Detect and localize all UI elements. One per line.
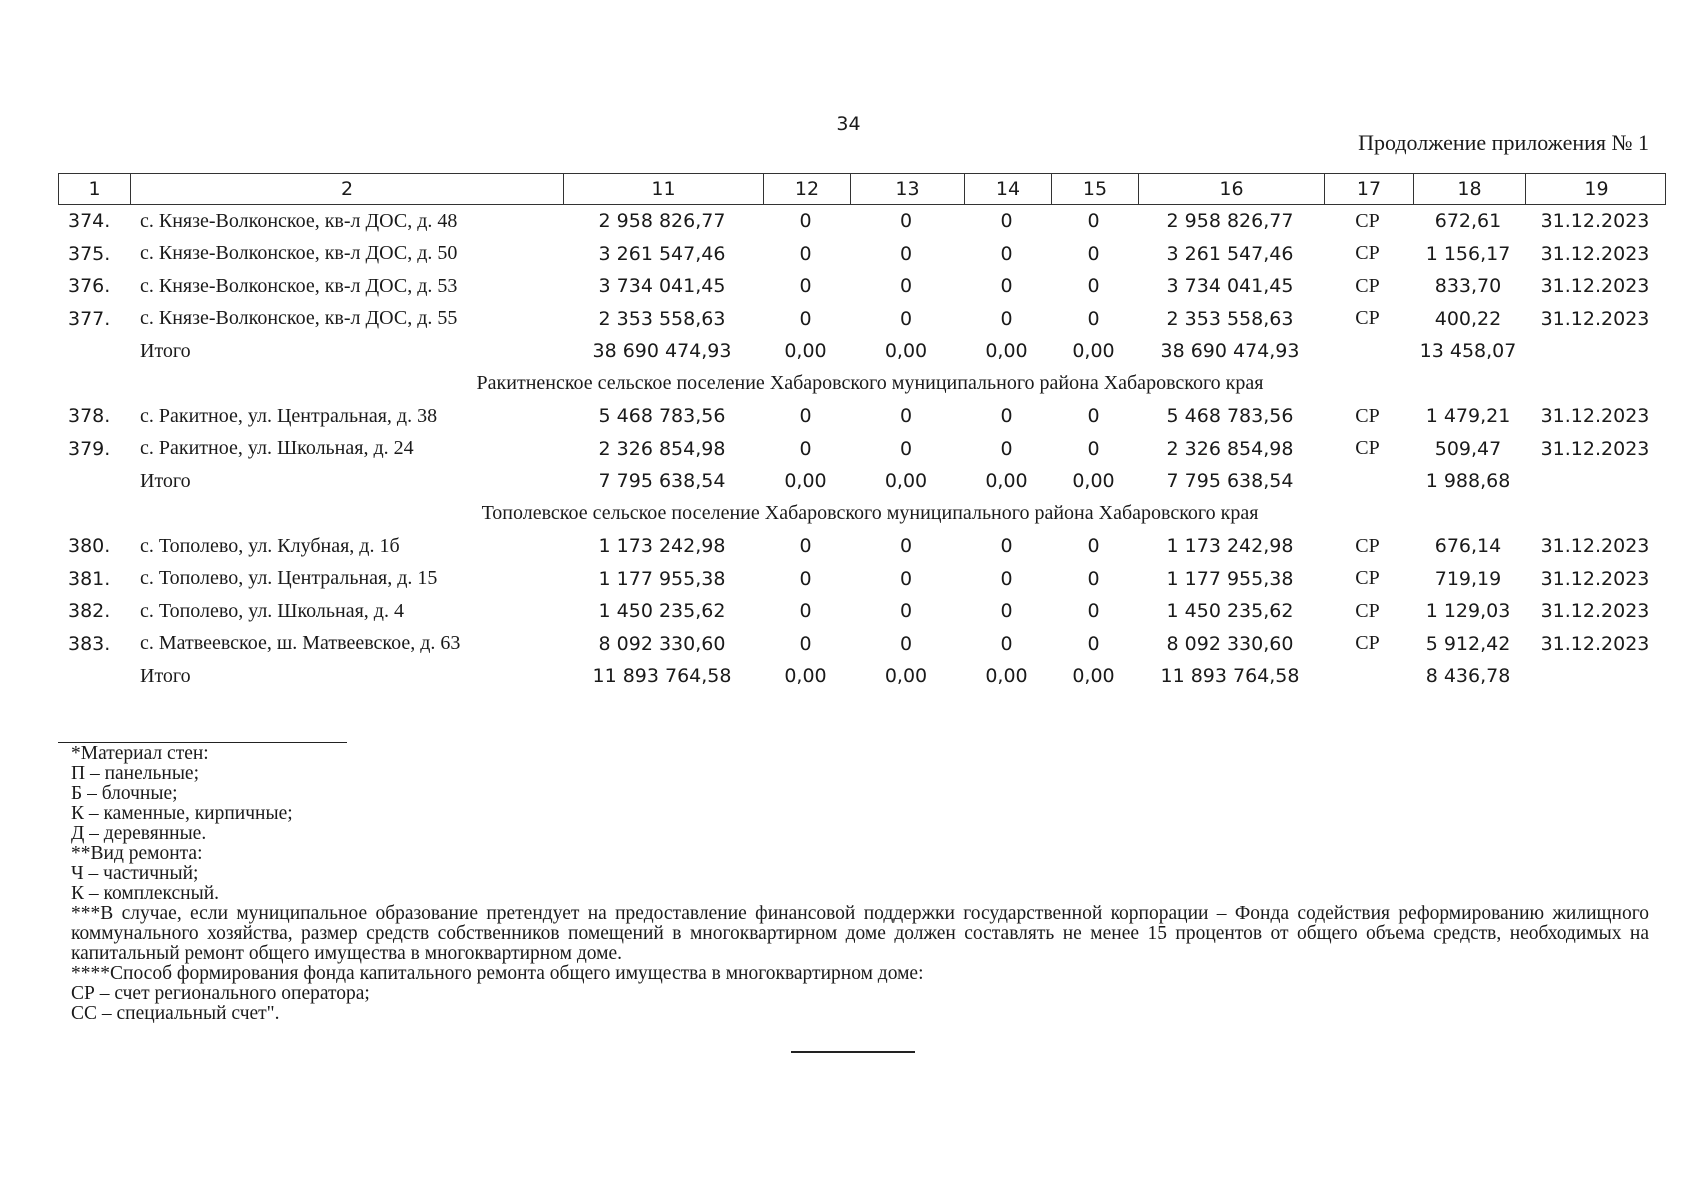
col-11-value: 2 353 558,63 bbox=[598, 307, 726, 330]
col-14-value: 0 bbox=[1000, 535, 1013, 558]
col-12-value: 0,00 bbox=[784, 340, 827, 363]
col-13-value: 0,00 bbox=[884, 340, 928, 363]
col-15-value: 0 bbox=[1087, 535, 1100, 558]
row-number: 376. bbox=[68, 275, 111, 298]
col-11-value: 5 468 783,56 bbox=[598, 405, 726, 428]
row-number: 383. bbox=[68, 632, 111, 655]
note-wall-block: Б – блочные; bbox=[71, 783, 178, 804]
col-19-date: 31.12.2023 bbox=[1540, 437, 1650, 460]
col-13-value: 0,00 bbox=[884, 665, 928, 688]
note-wall-panel: П – панельные; bbox=[71, 763, 199, 784]
col-12-value: 0 bbox=[799, 242, 812, 265]
col-19-date: 31.12.2023 bbox=[1540, 405, 1650, 428]
col-14-value: 0 bbox=[1000, 600, 1013, 623]
table-body bbox=[58, 205, 1666, 693]
header-col-1: 1 bbox=[88, 178, 101, 200]
col-18-value: 719,19 bbox=[1434, 567, 1502, 590]
address: с. Князе-Волконское, кв-л ДОС, д. 48 bbox=[140, 209, 458, 232]
table-row bbox=[58, 595, 1666, 628]
note-method-regional: СР – счет регионального оператора; bbox=[71, 983, 370, 1004]
col-17-fund-method: СР bbox=[1355, 242, 1380, 265]
col-16-value: 2 353 558,63 bbox=[1166, 307, 1294, 330]
col-18-value: 1 129,03 bbox=[1425, 600, 1511, 623]
col-18-value: 13 458,07 bbox=[1419, 340, 1517, 363]
col-12-value: 0 bbox=[799, 437, 812, 460]
header-col-15: 15 bbox=[1051, 174, 1138, 204]
col-19-date: 31.12.2023 bbox=[1540, 535, 1650, 558]
col-18-value: 509,47 bbox=[1434, 437, 1502, 460]
header-col-16: 16 bbox=[1138, 174, 1324, 204]
col-12-value: 0 bbox=[799, 307, 812, 330]
col-12-value: 0 bbox=[799, 535, 812, 558]
col-16-value: 5 468 783,56 bbox=[1166, 405, 1294, 428]
col-14-value: 0 bbox=[1000, 307, 1013, 330]
col-16-value: 38 690 474,93 bbox=[1160, 340, 1300, 363]
col-19-date: 31.12.2023 bbox=[1540, 600, 1650, 623]
row-number: 374. bbox=[68, 210, 111, 233]
col-14-value: 0 bbox=[1000, 632, 1013, 655]
page-number: 34 bbox=[836, 113, 861, 135]
col-16-value: 2 958 826,77 bbox=[1166, 210, 1294, 233]
address: с. Ракитное, ул. Центральная, д. 38 bbox=[140, 404, 438, 427]
settlement-group-title: Ракитненское сельское поселение Хабаровского муниципального района Хабаровского края bbox=[476, 372, 1264, 395]
col-19-date: 31.12.2023 bbox=[1540, 567, 1650, 590]
col-15-value: 0 bbox=[1087, 405, 1100, 428]
col-18-value: 8 436,78 bbox=[1425, 665, 1511, 688]
col-13-value: 0 bbox=[899, 242, 913, 265]
table-row bbox=[58, 433, 1666, 466]
table-row bbox=[58, 238, 1666, 271]
col-15-value: 0 bbox=[1087, 567, 1100, 590]
col-11-value: 8 092 330,60 bbox=[598, 632, 726, 655]
col-17-fund-method: СР bbox=[1355, 632, 1380, 655]
address: с. Князе-Волконское, кв-л ДОС, д. 53 bbox=[140, 274, 458, 297]
note-repair-title: **Вид ремонта: bbox=[71, 843, 203, 864]
address: Итого bbox=[140, 469, 191, 492]
col-15-value: 0 bbox=[1087, 600, 1100, 623]
header-col-12: 12 bbox=[763, 174, 850, 204]
col-18-value: 1 156,17 bbox=[1425, 242, 1511, 265]
col-15-value: 0 bbox=[1087, 242, 1100, 265]
col-18-value: 676,14 bbox=[1434, 535, 1502, 558]
col-14-value: 0 bbox=[1000, 242, 1013, 265]
header-col-13: 13 bbox=[850, 174, 964, 204]
col-11-value: 1 173 242,98 bbox=[598, 535, 726, 558]
col-16-value: 3 261 547,46 bbox=[1166, 242, 1294, 265]
row-number: 379. bbox=[68, 437, 111, 460]
col-14-value: 0 bbox=[1000, 567, 1013, 590]
header-col-18: 18 bbox=[1413, 174, 1525, 204]
col-16-value: 1 173 242,98 bbox=[1166, 535, 1294, 558]
row-number: 375. bbox=[68, 242, 111, 265]
col-14-value: 0 bbox=[1000, 405, 1013, 428]
col-16-value: 7 795 638,54 bbox=[1166, 470, 1294, 493]
col-15-value: 0 bbox=[1087, 632, 1100, 655]
col-12-value: 0,00 bbox=[784, 665, 827, 688]
table-row bbox=[58, 303, 1666, 336]
col-13-value: 0,00 bbox=[884, 470, 928, 493]
col-16-value: 1 450 235,62 bbox=[1166, 600, 1294, 623]
footnotes bbox=[71, 744, 1649, 1024]
row-number: 378. bbox=[68, 405, 111, 428]
table-row bbox=[58, 563, 1666, 596]
col-18-value: 672,61 bbox=[1434, 210, 1502, 233]
row-number: 382. bbox=[68, 600, 111, 623]
address: с. Князе-Волконское, кв-л ДОС, д. 50 bbox=[140, 242, 458, 265]
note-wall-stone: К – каменные, кирпичные; bbox=[71, 803, 293, 824]
table-row bbox=[58, 270, 1666, 303]
row-number: 377. bbox=[68, 307, 111, 330]
col-11-value: 7 795 638,54 bbox=[598, 470, 726, 493]
col-11-value: 2 326 854,98 bbox=[598, 437, 726, 460]
note-repair-partial: Ч – частичный; bbox=[71, 863, 199, 884]
col-11-value: 2 958 826,77 bbox=[598, 210, 726, 233]
col-16-value: 8 092 330,60 bbox=[1166, 632, 1294, 655]
col-18-value: 5 912,42 bbox=[1425, 632, 1511, 655]
col-19-date: 31.12.2023 bbox=[1540, 307, 1650, 330]
table-row bbox=[58, 530, 1666, 563]
end-rule bbox=[791, 1051, 915, 1053]
address: с. Тополево, ул. Центральная, д. 15 bbox=[140, 567, 438, 590]
col-12-value: 0 bbox=[799, 632, 812, 655]
col-13-value: 0 bbox=[899, 275, 913, 298]
col-19-date: 31.12.2023 bbox=[1540, 275, 1650, 298]
col-17-fund-method: СР bbox=[1355, 307, 1380, 330]
col-15-value: 0,00 bbox=[1072, 470, 1115, 493]
table-row bbox=[58, 400, 1666, 433]
col-14-value: 0,00 bbox=[985, 665, 1028, 688]
table-row bbox=[58, 628, 1666, 661]
address: с. Тополево, ул. Клубная, д. 1б bbox=[140, 534, 400, 557]
col-18-value: 1 479,21 bbox=[1425, 405, 1511, 428]
col-14-value: 0 bbox=[1000, 210, 1013, 233]
note-wall-title: *Материал стен: bbox=[71, 743, 209, 764]
col-17-fund-method: СР bbox=[1355, 209, 1380, 232]
total-row bbox=[58, 335, 1666, 368]
header-col-2: 2 bbox=[130, 174, 563, 204]
col-15-value: 0 bbox=[1087, 210, 1100, 233]
header-col-17: 17 bbox=[1324, 174, 1413, 204]
col-11-value: 3 261 547,46 bbox=[598, 242, 726, 265]
note-wall-wood: Д – деревянные. bbox=[71, 823, 207, 844]
col-13-value: 0 bbox=[899, 632, 913, 655]
col-13-value: 0 bbox=[899, 437, 913, 460]
col-12-value: 0 bbox=[799, 275, 812, 298]
header-col-14: 14 bbox=[964, 174, 1051, 204]
col-18-value: 833,70 bbox=[1434, 275, 1502, 298]
address: с. Князе-Волконское, кв-л ДОС, д. 55 bbox=[140, 307, 458, 330]
settlement-group-title: Тополевское сельское поселение Хабаровского муниципального района Хабаровского края bbox=[481, 502, 1259, 525]
note-repair-complex: К – комплексный. bbox=[71, 883, 220, 904]
address: с. Ракитное, ул. Школьная, д. 24 bbox=[140, 437, 414, 460]
col-13-value: 0 bbox=[899, 307, 913, 330]
col-16-value: 2 326 854,98 bbox=[1166, 437, 1294, 460]
address: Итого bbox=[140, 664, 191, 687]
col-14-value: 0 bbox=[1000, 437, 1013, 460]
col-17-fund-method: СР bbox=[1355, 534, 1380, 557]
note-method-title: ****Способ формирования фонда капитального ремонта общего имущества в многоквартирном доме: bbox=[71, 963, 924, 984]
col-15-value: 0 bbox=[1087, 307, 1100, 330]
col-12-value: 0 bbox=[799, 567, 812, 590]
col-16-value: 11 893 764,58 bbox=[1160, 665, 1300, 688]
col-15-value: 0 bbox=[1087, 275, 1100, 298]
col-15-value: 0,00 bbox=[1072, 340, 1115, 363]
col-14-value: 0,00 bbox=[985, 470, 1028, 493]
col-15-value: 0,00 bbox=[1072, 665, 1115, 688]
address: с. Матвеевское, ш. Матвеевское, д. 63 bbox=[140, 632, 461, 655]
address: с. Тополево, ул. Школьная, д. 4 bbox=[140, 599, 404, 622]
col-12-value: 0 bbox=[799, 210, 812, 233]
col-17-fund-method: СР bbox=[1355, 404, 1380, 427]
col-19-date: 31.12.2023 bbox=[1540, 632, 1650, 655]
col-16-value: 3 734 041,45 bbox=[1166, 275, 1294, 298]
header-col-11: 11 bbox=[563, 174, 763, 204]
capital-repair-table bbox=[58, 173, 1666, 693]
col-19-date: 31.12.2023 bbox=[1540, 210, 1650, 233]
col-14-value: 0,00 bbox=[985, 340, 1028, 363]
col-13-value: 0 bbox=[899, 600, 913, 623]
total-row bbox=[58, 465, 1666, 498]
total-row bbox=[58, 660, 1666, 693]
appendix-label: Продолжение приложения № 1 bbox=[1358, 130, 1649, 155]
table-header-row bbox=[58, 173, 1666, 205]
col-13-value: 0 bbox=[899, 210, 913, 233]
col-16-value: 1 177 955,38 bbox=[1166, 567, 1294, 590]
col-11-value: 11 893 764,58 bbox=[592, 665, 732, 688]
col-13-value: 0 bbox=[899, 405, 913, 428]
col-19-date: 31.12.2023 bbox=[1540, 242, 1650, 265]
address: Итого bbox=[140, 339, 191, 362]
header-col-19: 19 bbox=[1525, 174, 1667, 204]
row-number: 381. bbox=[68, 567, 111, 590]
col-17-fund-method: СР bbox=[1355, 567, 1380, 590]
col-12-value: 0,00 bbox=[784, 470, 827, 493]
col-12-value: 0 bbox=[799, 405, 812, 428]
col-13-value: 0 bbox=[899, 567, 913, 590]
col-12-value: 0 bbox=[799, 600, 812, 623]
col-17-fund-method: СР bbox=[1355, 437, 1380, 460]
col-15-value: 0 bbox=[1087, 437, 1100, 460]
col-11-value: 1 450 235,62 bbox=[598, 600, 726, 623]
col-14-value: 0 bbox=[1000, 275, 1013, 298]
col-11-value: 38 690 474,93 bbox=[592, 340, 732, 363]
note-fund-share: ***В случае, если муниципальное образование претендует на предоставление финансовой поддержки государственной корпорации – Фонда содействия реформированию жилищного коммунального хозяйства, размер средств собственников помещений в многоквартирном доме должен составлять не менее 15 процентов от общего объема средств, необходимых на капитальный ремонт общего имущества в многоквартирном доме. bbox=[71, 903, 1649, 964]
table-row bbox=[58, 205, 1666, 238]
col-17-fund-method: СР bbox=[1355, 599, 1380, 622]
col-17-fund-method: СР bbox=[1355, 274, 1380, 297]
note-method-special: СС – специальный счет". bbox=[71, 1003, 280, 1024]
col-18-value: 1 988,68 bbox=[1425, 470, 1511, 493]
row-number: 380. bbox=[68, 535, 111, 558]
col-13-value: 0 bbox=[899, 535, 913, 558]
col-11-value: 1 177 955,38 bbox=[598, 567, 726, 590]
col-18-value: 400,22 bbox=[1434, 307, 1502, 330]
col-11-value: 3 734 041,45 bbox=[598, 275, 726, 298]
